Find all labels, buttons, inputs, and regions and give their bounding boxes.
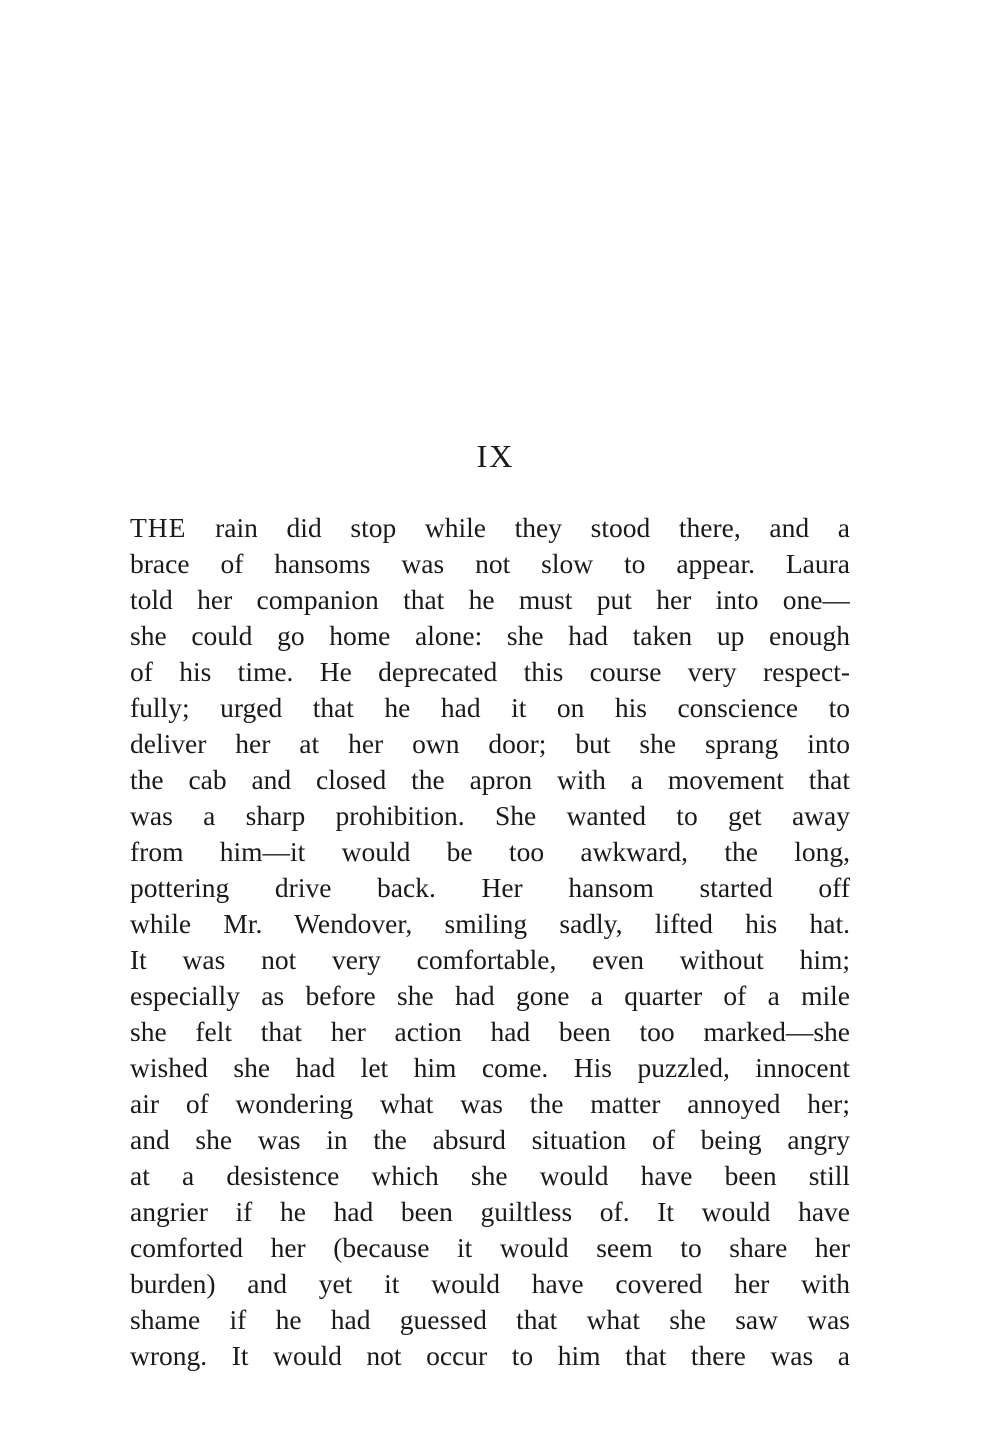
text-line-16: wished she had let him come. His puzzled, innocent: [130, 1052, 850, 1083]
text-line-1: [130, 510, 850, 546]
text-line-4: she could go home alone: she had taken up enough: [130, 620, 850, 651]
chapter-body-text: [130, 510, 850, 1374]
chapter-heading: IX: [476, 438, 515, 474]
text-line-13: It was not very comfortable, even without him;: [130, 944, 850, 975]
text-line-20: angrier if he had been guiltless of. It would have: [130, 1196, 850, 1227]
text-line-6: fully; urged that he had it on his conscience to: [130, 692, 850, 723]
text-line-24: wrong. It would not occur to him that there was a: [130, 1340, 850, 1371]
text-line-23: shame if he had guessed that what she saw was: [130, 1304, 850, 1335]
text-line-12: while Mr. Wendover, smiling sadly, lifted his hat.: [130, 908, 850, 939]
text-line-3: told her companion that he must put her into one—: [130, 584, 850, 615]
text-line-15: she felt that her action had been too marked—she: [130, 1016, 850, 1047]
text-line-22: burden) and yet it would have covered her with: [130, 1268, 850, 1299]
text-line-21: comforted her (because it would seem to share her: [130, 1232, 850, 1263]
text-line-9: was a sharp prohibition. She wanted to get away: [130, 800, 850, 831]
lead-word: THE: [130, 512, 187, 543]
text-line-17: air of wondering what was the matter annoyed her;: [130, 1088, 850, 1119]
text-line-2: brace of hansoms was not slow to appear. Laura: [130, 548, 850, 579]
text-line-18: and she was in the absurd situation of being angry: [130, 1124, 850, 1155]
text-line-19: at a desistence which she would have been still: [130, 1160, 850, 1191]
text-line-11: pottering drive back. Her hansom started off: [130, 872, 850, 903]
text-line-7: deliver her at her own door; but she sprang into: [130, 728, 850, 759]
text-line-14: especially as before she had gone a quarter of a mile: [130, 980, 850, 1011]
text-line-10: from him—it would be too awkward, the long,: [130, 836, 850, 867]
text-line-5: of his time. He deprecated this course very respect-: [130, 656, 850, 687]
text-line-1-rest: rain did stop while they stood there, and a: [186, 512, 850, 543]
text-line-8: the cab and closed the apron with a movement that: [130, 764, 850, 795]
